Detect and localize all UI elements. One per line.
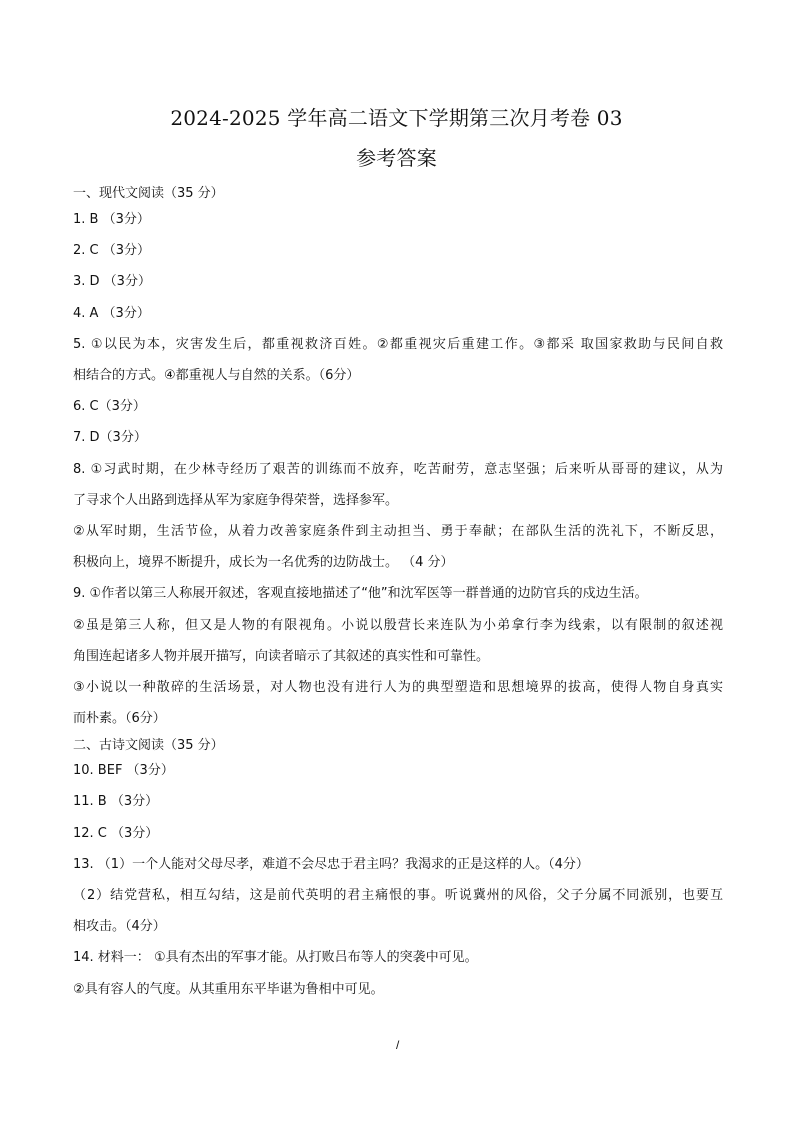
document-subtitle: 参考答案	[356, 146, 437, 170]
answer-9-line-4: ③小说以一种散碎的生活场景，对人物也没有进行人为的典型塑造和思想境界的拔高，使得人物自身真实	[73, 680, 723, 695]
answer-9-line-3: 角围连起诸多人物并展开描写，向读者暗示了其叙述的真实性和可靠性。	[73, 649, 490, 664]
answer-8-line-4: 积极向上，境界不断提升，成长为一名优秀的边防战士。 （4 分）	[73, 555, 454, 570]
answer-12: 12. C （3分）	[73, 826, 159, 841]
answer-13-line-3: 相攻击。（4分）	[73, 919, 166, 934]
answer-6: 6. C（3分）	[73, 399, 146, 414]
answer-8-line-2: 了寻求个人出路到选择从军为家庭争得荣誉，选择参军。	[73, 493, 399, 508]
answer-4: 4. A （3分）	[73, 306, 150, 321]
answer-5-line-1: 5. ①以民为本，灾害发生后，都重视救济百姓。②都重视灾后重建工作。③都采 取国家救助与民间自救	[73, 337, 723, 352]
answer-9-line-2: ②虽是第三人称，但又是人物的有限视角。小说以殷营长来连队为小弟拿行李为线索，以有限制的叙述视	[73, 618, 723, 633]
answer-8-line-3: ②从军时期，生活节俭，从着力改善家庭条件到主动担当、勇于奉献；在部队生活的洗礼下，不断反思，	[73, 524, 723, 539]
section-heading-modern-reading: 一、现代文阅读（35 分）	[73, 186, 224, 201]
document-title: 2024-2025 学年高二语文下学期第三次月考卷 03	[170, 106, 623, 130]
answer-7: 7. D（3分）	[73, 430, 147, 445]
section-heading-classical-reading: 二、古诗文阅读（35 分）	[73, 738, 224, 753]
answer-3: 3. D （3分）	[73, 274, 151, 289]
answer-14-line-2: ②具有容人的气度。从其重用东平毕谌为鲁相中可见。	[73, 982, 384, 997]
answer-content	[73, 0, 723, 1123]
answer-13-line-2: （2）结党营私，相互勾结，这是前代英明的君主痛恨的事。听说冀州的风俗，父子分属不同派别，也要互	[73, 888, 723, 903]
page-number: /	[396, 1038, 400, 1052]
answer-10: 10. BEF （3分）	[73, 763, 174, 778]
answer-5-line-2: 相结合的方式。④都重视人与自然的关系。（6分）	[73, 368, 360, 383]
answer-1: 1. B （3分）	[73, 212, 150, 227]
answer-11: 11. B （3分）	[73, 794, 159, 809]
answer-14-line-1: 14. 材料一： ①具有杰出的军事才能。从打败吕布等人的突袭中可见。	[73, 950, 478, 965]
answer-8-line-1: 8. ①习武时期，在少林寺经历了艰苦的训练而不放弃，吃苦耐劳，意志坚强；后来听从哥哥的建议，从为	[73, 462, 723, 477]
answer-9-line-1: 9. ①作者以第三人称展开叙述，客观直接地描述了“他”和沈军医等一群普通的边防官兵的戍边生活。	[73, 586, 648, 601]
answer-2: 2. C （3分）	[73, 243, 151, 258]
answer-9-line-5: 而朴素。（6分）	[73, 711, 166, 726]
answer-13-line-1: 13. （1）一个人能对父母尽孝，难道不会尽忠于君主吗？我渴求的正是这样的人。（4分）	[73, 857, 589, 872]
